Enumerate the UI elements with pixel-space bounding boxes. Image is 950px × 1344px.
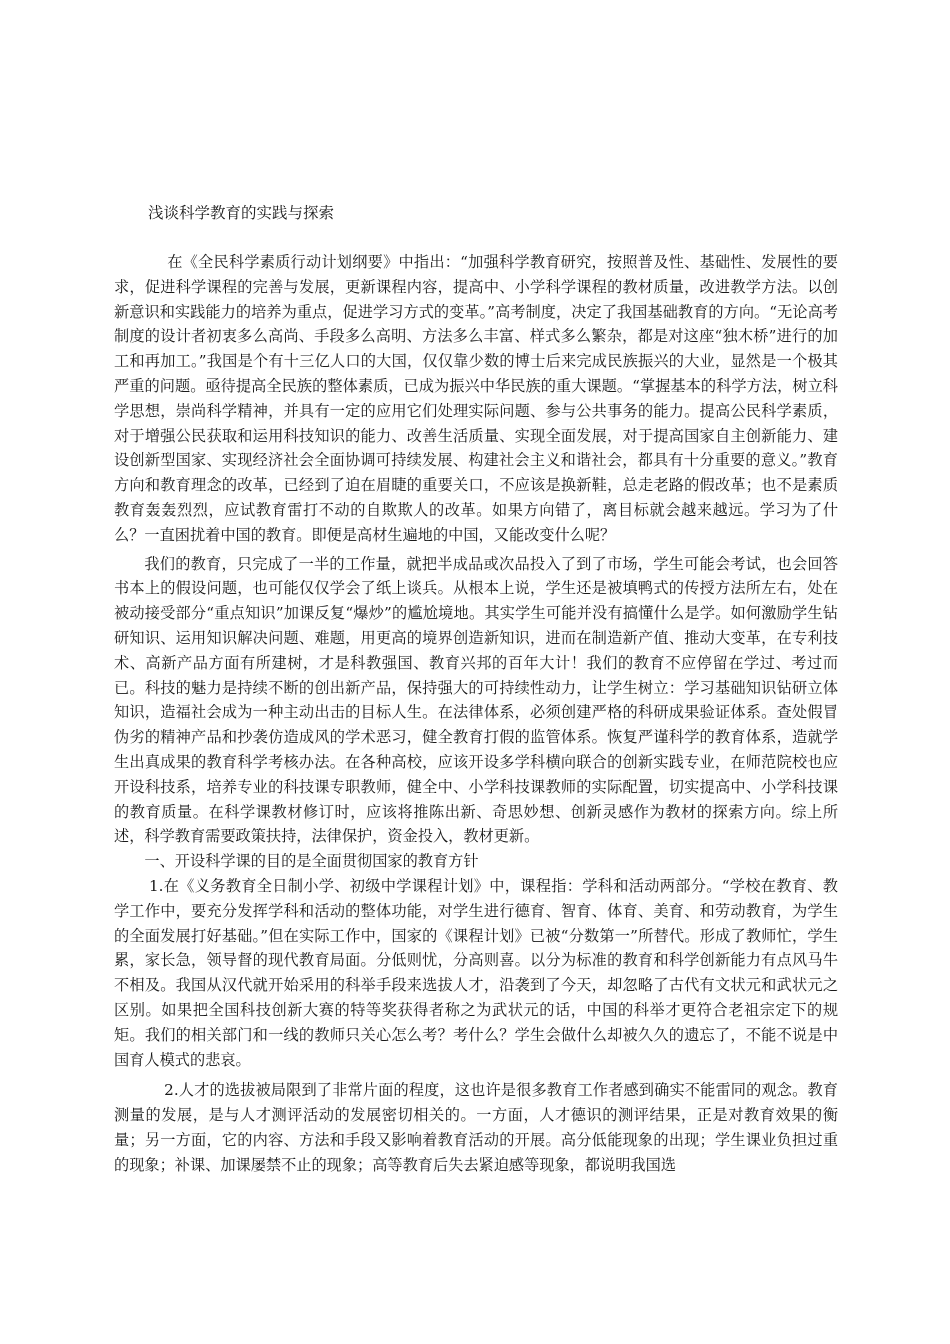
paragraph-education-critique: 我们的教育，只完成了一半的工作量，就把半成品或次品投入了到了市场，学生可能会考试，也会回答书本上的假设问题，也可能仅仅学会了纸上谈兵。从根本上说，学生还是被填鸭式的传授方法所左右，处在被动接受部分“重点知识”加课反复“爆炒”的尴尬境地。其实学生可能并没有搞懂什么是学。如何激励学生钻研知识、运用知识解决问题、难题，用更高的境界创造新知识，进而在制造新产值、推动大变革，在专利技术、高新产品方面有所建树，才是科教强国、教育兴邦的百年大计！我们的教育不应停留在学过、考过而已。科技的魅力是持续不断的创出新产品，保持强大的可持续性动力，让学生树立：学习基础知识钻研立体知识，造福社会成为一种主动出击的目标人生。在法律体系，必须创建严格的科研成果验证体系。查处假冒伪劣的精神产品和抄袭仿造成风的学术恶习，健全教育打假的监管体系。恢复严谨科学的教育体系，造就学生出真成果的教育科学考核办法。在各种高校，应该开设多学科横向联合的创新实践专业，在师范院校也应开设科技系，培养专业的科技课专职教师，健全中、小学科技课教师的实际配置，切实提高中、小学科技课的教育质量。在科学课教材修订时，应该将推陈出新、奇思妙想、创新灵感作为教材的探索方向。综上所述，科学教育需要政策扶持，法律保护，资金投入，教材更新。: [114, 554, 838, 846]
document-title: 浅谈科学教育的实践与探索: [148, 204, 335, 222]
document-body: [114, 250, 838, 1177]
section-heading-1: 一、开设科学课的目的是全面贯彻国家的教育方针: [144, 852, 479, 871]
paragraph-intro: 在《全民科学素质行动计划纲要》中指出：“加强科学教育研究，按照普及性、基础性、发展性的要求，促进科学课程的完善与发展，更新课程内容，提高中、小学科学课程的教材质量，改进教学方法。以创新意识和实践能力的培养为重点，促进学习方式的变革。”高考制度，决定了我国基础教育的方向。“无论高考制度的设计者初衷多么高尚、手段多么高明、方法多么丰富、样式多么繁杂，都是对这座“独木桥”进行的加工和再加工。”我国是个有十三亿人口的大国，仅仅靠少数的博士后来完成民族振兴的大业，显然是一个极其严重的问题。亟待提高全民族的整体素质，已成为振兴中华民族的重大课题。“掌握基本的科学方法，树立科学思想，崇尚科学精神，并具有一定的应用它们处理实际问题、参与公共事务的能力。提高公民科学素质，对于增强公民获取和运用科技知识的能力、改善生活质量、实现全面发展，对于提高国家自主创新能力、建设创新型国家、实现经济社会全面协调可持续发展、构建社会主义和谐社会，都具有十分重要的意义。”教育方向和教育理念的改革，已经到了迫在眉睫的重要关口，不应该是换新鞋，总走老路的假改革；也不是素质教育轰轰烈烈，应试教育雷打不动的自欺欺人的改革。如果方向错了，离目标就会越来越远。学习为了什么？一直困扰着中国的教育。即便是高材生遍地的中国，又能改变什么呢？: [114, 253, 838, 544]
paragraph-point-2: 2.人才的选拔被局限到了非常片面的程度，这也许是很多教育工作者感到确实不能雷同的观念。教育测量的发展，是与人才测评活动的发展密切相关的。一方面，人才德识的测评结果，正是对教育效果的衡量；另一方面，它的内容、方法和手段又影响着教育活动的开展。高分低能现象的出现；学生课业负担过重的现象；补课、加课屡禁不止的现象；高等教育后失去紧迫感等现象，都说明我国选: [114, 1081, 838, 1174]
paragraph-point-1: 1.在《义务教育全日制小学、初级中学课程计划》中，课程指：学科和活动两部分。“学校在教育、教学工作中，要充分发挥学科和活动的整体功能，对学生进行德育、智育、体育、美育、和劳动教育，为学生的全面发展打好基础。”但在实际工作中，国家的《课程计划》已被“分数第一”所替代。形成了教师忙，学生累，家长急，领导督的现代教育局面。分低则忧，分高则喜。以分为标准的教育和科学创新能力有点风马牛不相及。我国从汉代就开始采用的科举手段来选拔人才，沿袭到了今天，却忽略了古代有文状元和武状元之区别。如果把全国科技创新大赛的特等奖获得者称之为武状元的话，中国的科举才更符合老祖宗定下的规矩。我们的相关部门和一线的教师只关心怎么考？考什么？学生会做什么却被久久的遗忘了，不能不说是中国育人模式的悲哀。: [114, 876, 838, 1069]
